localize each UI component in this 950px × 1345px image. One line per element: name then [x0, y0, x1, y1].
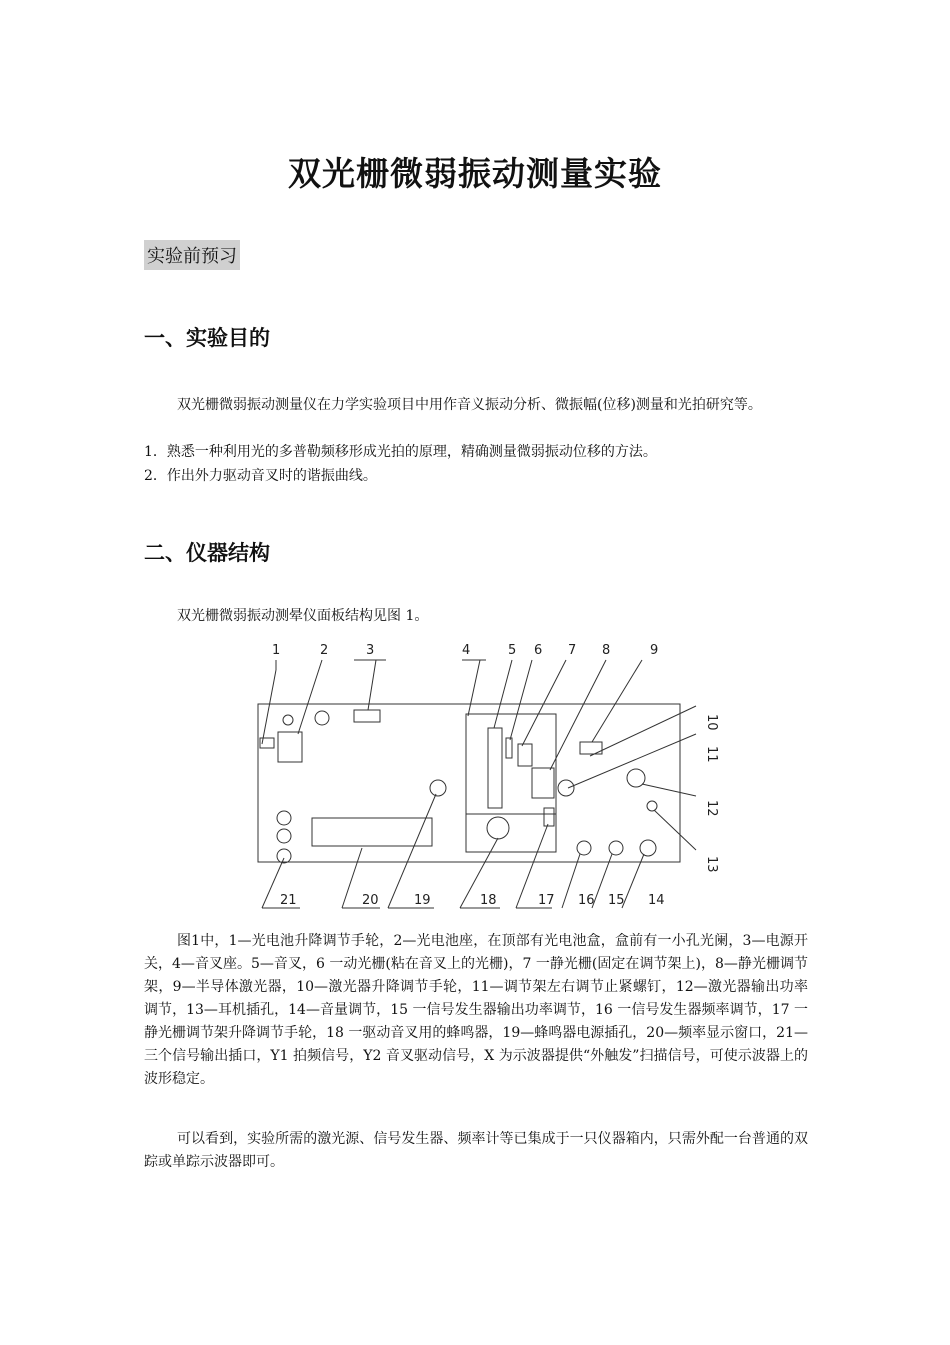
figure-label-right-2: 12	[704, 800, 719, 817]
figure-label-right-0: 10	[704, 714, 719, 731]
figure-label-bottom-5: 16	[578, 893, 595, 908]
section-heading-objectives: 一、实验目的	[144, 326, 270, 350]
figure-label-right-3: 13	[704, 856, 719, 873]
structure-intro: 双光栅微弱振动测晕仪面板结构见图 1。	[177, 608, 429, 624]
panel-outline	[258, 704, 680, 862]
photocell-seat	[278, 732, 302, 762]
objectives-intro: 双光栅微弱振动测量仪在力学实验项目中用作音义振动分析、微振幅(位移)测量和光拍研究等。	[177, 397, 762, 413]
figure-label-bottom-6: 15	[608, 893, 625, 908]
figure-label-top-7: 8	[602, 643, 611, 658]
figure-label-bottom-0: 21	[280, 893, 297, 908]
figure-label-bottom-4: 17	[538, 893, 555, 908]
closing-paragraph: 可以看到，实验所需的激光源、信号发生器、频率计等已集成于一只仪器箱内，只需外配一台普通的双踪或单踪示波器即可。	[144, 1131, 808, 1170]
figure-label-top-5: 6	[534, 643, 543, 658]
objective-item-2: 2．作出外力驱动音叉时的谐振曲线。	[144, 468, 377, 484]
figure-label-top-8: 9	[650, 643, 659, 658]
figure-label-top-2: 3	[366, 643, 375, 658]
figure-label-top-6: 7	[568, 643, 577, 658]
panel-structure-diagram	[250, 638, 730, 918]
page-title: 双光栅微弱振动测量实验	[288, 154, 662, 193]
figure-label-bottom-7: 14	[648, 893, 665, 908]
figure-label-top-3: 4	[462, 643, 471, 658]
panel-diagram-svg	[250, 638, 730, 918]
figure-label-right-1: 11	[704, 746, 719, 763]
figure-label-top-4: 5	[508, 643, 517, 658]
figure-label-top-1: 2	[320, 643, 329, 658]
power-switch	[354, 710, 380, 722]
section-heading-structure: 二、仪器结构	[144, 541, 270, 565]
figure-label-bottom-3: 18	[480, 893, 497, 908]
frequency-display	[312, 818, 432, 846]
figure-label-bottom-1: 20	[362, 893, 379, 908]
figure-label-bottom-2: 19	[414, 893, 431, 908]
figure-label-top-0: 1	[272, 643, 281, 658]
preview-tag: 实验前预习	[144, 240, 240, 270]
figure-caption: 图1中，1—光电池升降调节手轮，2—光电池座，在顶部有光电池盒，盒前有一小孔光阑，3—电源开关，4—音叉座。5—音叉，6 一动光栅(粘在音叉上的光栅)，7 一静光栅(固定在调节架上)，8—静光栅调节架，9—半导体激光器，10—激光器升降调节手轮，11—调节架左右调节止紧螺钉，12—激光器输出功率调节，13—耳机插孔，14—音量调节，15 一信号发生器输出功率调节，16 一信号发生器频率调节，17 一静光栅调节架升降调节手轮，18 一驱动音叉用的蜂鸣器，19—蜂鸣器电源插孔，20—频率显示窗口，21—三个信号输出插口，Y1 拍频信号，Y2 音叉驱动信号，X 为示波器提供“外触发”扫描信号，可使示波器上的波形稳定。	[144, 933, 808, 1087]
objective-item-1: 1．熟悉一种利用光的多普勒频移形成光拍的原理，精确测量微弱振动位移的方法。	[144, 444, 657, 460]
